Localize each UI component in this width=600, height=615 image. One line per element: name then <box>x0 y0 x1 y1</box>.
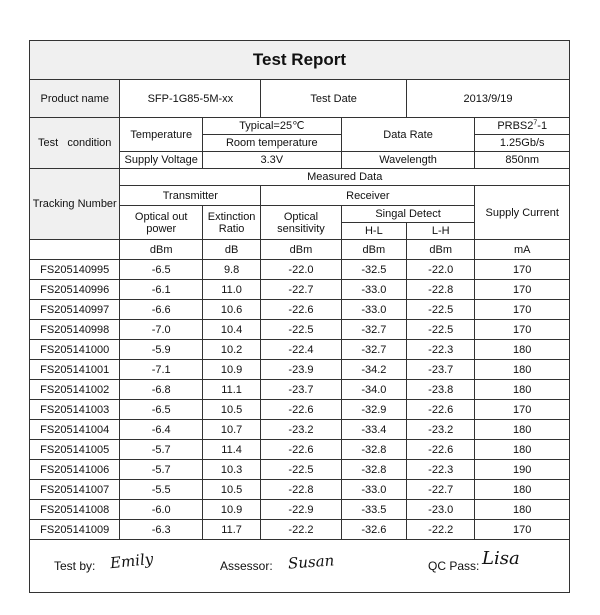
optical-out-power-cell: -5.7 <box>120 460 202 480</box>
table-row <box>30 400 570 420</box>
optical-sensitivity-cell: -22.7 <box>261 280 341 300</box>
optical-sensitivity-cell: -22.5 <box>261 320 341 340</box>
qc-pass-label: QC Pass: <box>428 559 480 573</box>
optical-out-power-cell: -6.5 <box>120 400 202 420</box>
supply-current-cell: 180 <box>475 360 570 380</box>
optical-sensitivity-cell: -22.5 <box>261 460 341 480</box>
signal-detect-hl-cell: -33.5 <box>341 500 406 520</box>
signal-detect-hl-cell: -32.6 <box>341 520 406 540</box>
optical-sensitivity-cell: -22.8 <box>261 480 341 500</box>
test-by-signature: Emily <box>109 549 155 573</box>
supply-current-header: Supply Current <box>475 186 570 240</box>
product-name-value: SFP-1G85-5M-xx <box>120 80 261 118</box>
tracking-number-cell: FS205140996 <box>30 280 120 300</box>
signal-detect-header: Singal Detect <box>341 206 475 223</box>
optical-out-power-cell: -6.8 <box>120 380 202 400</box>
signal-detect-lh-cell: -22.2 <box>407 520 475 540</box>
signal-detect-hl-cell: -33.0 <box>341 280 406 300</box>
extinction-ratio-cell: 10.9 <box>202 360 260 380</box>
unit-cell: dBm <box>120 240 202 260</box>
supply-current-cell: 180 <box>475 380 570 400</box>
signal-detect-hl-header: H-L <box>341 223 406 240</box>
table-row <box>30 320 570 340</box>
supply-current-cell: 180 <box>475 480 570 500</box>
qc-pass-signature: Lisa <box>482 548 520 569</box>
extinction-ratio-cell: 10.7 <box>202 420 260 440</box>
table-row <box>30 440 570 460</box>
table-row <box>30 480 570 500</box>
optical-sensitivity-header: Optical sensitivity <box>261 206 341 240</box>
optical-sensitivity-cell: -22.6 <box>261 300 341 320</box>
extinction-ratio-cell: 10.5 <box>202 480 260 500</box>
extinction-ratio-cell: 9.8 <box>202 260 260 280</box>
temperature-room: Room temperature <box>202 135 341 152</box>
receiver-header: Receiver <box>261 186 475 206</box>
tracking-number-cell: FS205141003 <box>30 400 120 420</box>
signal-detect-lh-cell: -23.0 <box>407 500 475 520</box>
table-row <box>30 280 570 300</box>
table-row <box>30 380 570 400</box>
test-report-sheet <box>29 40 570 593</box>
signal-detect-hl-cell: -32.5 <box>341 260 406 280</box>
prbs-pattern <box>475 118 570 135</box>
extinction-ratio-cell: 11.7 <box>202 520 260 540</box>
signature-table <box>29 539 570 593</box>
transmitter-header: Transmitter <box>120 186 261 206</box>
optical-out-power-cell: -6.3 <box>120 520 202 540</box>
signal-detect-lh-cell: -22.5 <box>407 320 475 340</box>
supply-current-cell: 170 <box>475 520 570 540</box>
signal-detect-hl-cell: -33.0 <box>341 300 406 320</box>
supply-voltage-value: 3.3V <box>202 152 341 169</box>
optical-sensitivity-cell: -22.0 <box>261 260 341 280</box>
tracking-number-cell: FS205140995 <box>30 260 120 280</box>
optical-out-power-cell: -5.7 <box>120 440 202 460</box>
tracking-number-cell: FS205141004 <box>30 420 120 440</box>
signal-detect-hl-cell: -32.7 <box>341 340 406 360</box>
wavelength-label: Wavelength <box>341 152 475 169</box>
signal-detect-hl-cell: -32.8 <box>341 440 406 460</box>
prbs-suffix: -1 <box>537 120 548 132</box>
table-row <box>30 260 570 280</box>
optical-sensitivity-cell: -23.7 <box>261 380 341 400</box>
tracking-number-cell: FS205140997 <box>30 300 120 320</box>
report-title: Test Report <box>30 41 570 80</box>
table-row <box>30 520 570 540</box>
tracking-number-cell: FS205141006 <box>30 460 120 480</box>
optical-sensitivity-cell: -22.9 <box>261 500 341 520</box>
tracking-number-cell: FS205141002 <box>30 380 120 400</box>
prbs-base: PRBS2 <box>497 120 534 132</box>
supply-current-cell: 170 <box>475 400 570 420</box>
supply-voltage-label: Supply Voltage <box>120 152 202 169</box>
optical-sensitivity-cell: -22.6 <box>261 440 341 460</box>
extinction-ratio-cell: 11.1 <box>202 380 260 400</box>
tracking-number-cell: FS205141007 <box>30 480 120 500</box>
signal-detect-lh-cell: -22.8 <box>407 280 475 300</box>
signature-row <box>30 540 570 593</box>
tracking-number-cell: FS205141008 <box>30 500 120 520</box>
temperature-typical: Typical=25℃ <box>202 118 341 135</box>
signal-detect-hl-cell: -34.2 <box>341 360 406 380</box>
extinction-ratio-cell: 10.2 <box>202 340 260 360</box>
optical-out-power-cell: -6.6 <box>120 300 202 320</box>
signal-detect-lh-cell: -22.3 <box>407 460 475 480</box>
prbs-exponent: 7 <box>533 119 538 127</box>
extinction-ratio-cell: 10.9 <box>202 500 260 520</box>
signal-detect-lh-cell: -22.5 <box>407 300 475 320</box>
extinction-ratio-cell: 10.5 <box>202 400 260 420</box>
measured-data-header: Measured Data <box>120 169 570 186</box>
unit-cell: mA <box>475 240 570 260</box>
test-condition-label: Test condition <box>30 118 120 169</box>
temperature-label: Temperature <box>120 118 202 152</box>
data-rate-label: Data Rate <box>341 118 475 152</box>
extinction-ratio-cell: 10.6 <box>202 300 260 320</box>
extinction-ratio-header: Extinction Ratio <box>202 206 260 240</box>
tracking-number-header: Tracking Number <box>30 169 120 240</box>
optical-out-power-cell: -6.5 <box>120 260 202 280</box>
table-row <box>30 500 570 520</box>
optical-out-power-cell: -5.9 <box>120 340 202 360</box>
signal-detect-hl-cell: -33.4 <box>341 420 406 440</box>
table-row <box>30 300 570 320</box>
supply-current-cell: 180 <box>475 500 570 520</box>
table-row <box>30 460 570 480</box>
product-name-label: Product name <box>30 80 120 118</box>
test-date-value: 2013/9/19 <box>407 80 570 118</box>
units-blank-cell <box>30 240 120 260</box>
optical-sensitivity-cell: -23.9 <box>261 360 341 380</box>
tracking-number-cell: FS205140998 <box>30 320 120 340</box>
signal-detect-lh-cell: -23.2 <box>407 420 475 440</box>
signal-detect-lh-cell: -22.6 <box>407 400 475 420</box>
supply-current-cell: 190 <box>475 460 570 480</box>
test-report-table <box>29 40 570 540</box>
supply-current-cell: 170 <box>475 300 570 320</box>
signal-detect-hl-cell: -34.0 <box>341 380 406 400</box>
signal-detect-lh-cell: -23.8 <box>407 380 475 400</box>
optical-out-power-cell: -6.1 <box>120 280 202 300</box>
extinction-ratio-cell: 10.4 <box>202 320 260 340</box>
supply-current-cell: 170 <box>475 320 570 340</box>
table-row <box>30 340 570 360</box>
supply-current-cell: 170 <box>475 280 570 300</box>
optical-out-power-cell: -5.5 <box>120 480 202 500</box>
optical-sensitivity-cell: -22.2 <box>261 520 341 540</box>
unit-cell: dBm <box>341 240 406 260</box>
signal-detect-lh-header: L-H <box>407 223 475 240</box>
tracking-number-cell: FS205141005 <box>30 440 120 460</box>
optical-out-power-cell: -6.0 <box>120 500 202 520</box>
signal-detect-hl-cell: -32.9 <box>341 400 406 420</box>
optical-out-power-cell: -7.1 <box>120 360 202 380</box>
tracking-number-cell: FS205141001 <box>30 360 120 380</box>
signal-detect-lh-cell: -22.7 <box>407 480 475 500</box>
signal-detect-hl-cell: -32.7 <box>341 320 406 340</box>
signal-detect-lh-cell: -22.0 <box>407 260 475 280</box>
supply-current-cell: 180 <box>475 420 570 440</box>
extinction-ratio-cell: 10.3 <box>202 460 260 480</box>
optical-sensitivity-cell: -22.6 <box>261 400 341 420</box>
assessor-label: Assessor: <box>220 559 273 573</box>
supply-current-cell: 180 <box>475 440 570 460</box>
units-row <box>30 240 570 260</box>
unit-cell: dB <box>202 240 260 260</box>
signal-detect-lh-cell: -22.6 <box>407 440 475 460</box>
supply-current-cell: 170 <box>475 260 570 280</box>
extinction-ratio-cell: 11.4 <box>202 440 260 460</box>
optical-out-power-header: Optical out power <box>120 206 202 240</box>
optical-sensitivity-cell: -23.2 <box>261 420 341 440</box>
unit-cell: dBm <box>261 240 341 260</box>
signal-detect-lh-cell: -22.3 <box>407 340 475 360</box>
tracking-number-cell: FS205141009 <box>30 520 120 540</box>
test-date-label: Test Date <box>261 80 407 118</box>
supply-current-cell: 180 <box>475 340 570 360</box>
optical-out-power-cell: -7.0 <box>120 320 202 340</box>
test-by-label: Test by: <box>54 559 96 573</box>
signal-detect-hl-cell: -32.8 <box>341 460 406 480</box>
signal-detect-lh-cell: -23.7 <box>407 360 475 380</box>
optical-sensitivity-cell: -22.4 <box>261 340 341 360</box>
optical-out-power-cell: -6.4 <box>120 420 202 440</box>
wavelength-value: 850nm <box>475 152 570 169</box>
unit-cell: dBm <box>407 240 475 260</box>
extinction-ratio-cell: 11.0 <box>202 280 260 300</box>
table-row <box>30 360 570 380</box>
assessor-signature: Susan <box>287 551 335 573</box>
data-rate-value: 1.25Gb/s <box>475 135 570 152</box>
table-row <box>30 420 570 440</box>
signal-detect-hl-cell: -33.0 <box>341 480 406 500</box>
tracking-number-cell: FS205141000 <box>30 340 120 360</box>
